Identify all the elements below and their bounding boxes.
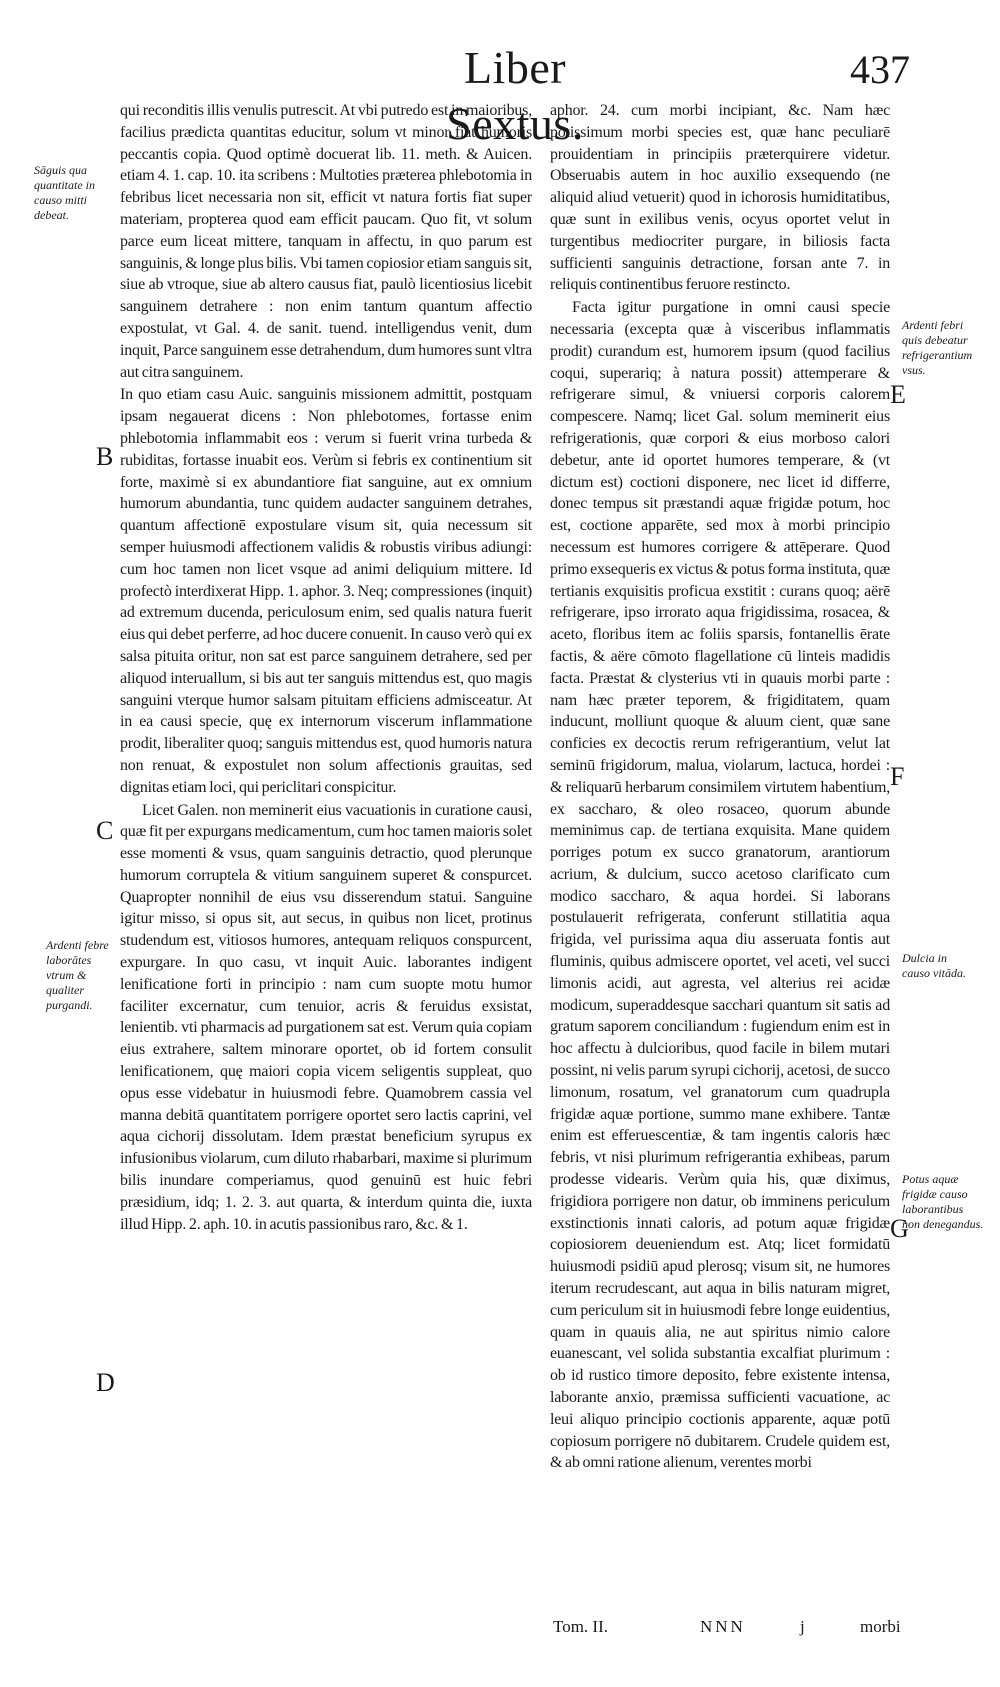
right-paragraph-1: aphor. 24. cum morbi incipiant, &c. Nam hæc potissimum morbi species est, quæ hanc peculiarē prouidentiam in principiis præterquirere videtur. Obseruabis autem in hoc auxilio exsequendo (ne aliquid aliud vetuerit) quod in ichorosis humiditatibus, quæ sunt in exilibus venis, ocyus oportet velut in turgentibus mediocriter purgare, in biliosis facta sufficienti sanguinis detractione, forsan ante 7. in reliquis continentibus feruore restincto. bbox=[550, 102, 890, 294]
right-paragraph-2: Facta igitur purgatione in omni causi specie necessaria (excepta quæ à visceribus inflammatis prodit) curandum est, humorem ipsum (quod facilius coqui, superariq; à natura possit) attemperare & refrigerare simul, & vniuersi corporis calorem compescere. Namq; licet Gal. solum meminerit eius refrigerationis, quæ corpori & eius morboso calori debetur, ante id oportet humores temperare, & (vt dictum est) coctioni disponere, nec licet id differre, donec tempus sit præstandi aquæ frigidæ potum, hoc est, coctione apparēte, sed mox à morbi principio necessum est humores corrigere & attēperare. Quod primo exsequeris ex victus & potus forma instituta, quæ tertianis exquisitis proficua exstitit : curans quoq; aërē refrigerare, ipso irrorato aqua frigidissima, rosacea, & aceto, floribus item ac foliis sparsis, fontanellis ērate factis, & aëre cōmoto flagellatione cū linteis madidis facta. Præstat & clysterius vti in quauis morbi parte : nam hæc præter teporem, & frigiditatem, quam inducunt, molliunt quoque & aluum cient, quæ sane conficies ex decoctis rerum refrigerantium, velut lat seminū frigidorum, malua, violarum, lactuca, hordei : & reliquarū herbarum consimilem virtutem habentium, ex saccharo, & oleo rosaceo, quorum abunde meminimus cap. de tertiana exquisita. Mane quidem porriges potum ex succo granatorum, arantiorum acrium, & dulcium, succo acetoso clarificato cum modico saccharo, & aqua hordei. Si laborans postulauerit refrigerata, conferunt stillatitia aqua frigida, vel purissima aqua diu asseruata fontis aut fluminis, quibus admiscere oportet, vel aceti, vel succi limonis acidi, aut agresta, vel alterius rei acidæ modicum, superaddesque sacchari quantum sit satis ad gratum saporem conciliandum : fugiendum enim est in hoc affectu à dulcioribus, quod facile in bilem mutari possint, ni velis parum syrupi cichorij, acetosi, de succo limonum, rosatum, vel granatorum cum quadrupla frigidæ aquæ portione, summo mane exhibere. Tantæ enim est efferuescentiæ, & tam ingentis caloris hæc febris, vt nisi plurimum refrigerantia exhibeas, parum prodesse videaris. Verùm quia his, quæ diximus, frigidiora porrigere non datur, ob imminens periculum exstinctionis innati caloris, ad potum aquæ frigidæ copiosiorem deueniendum est. Atq; licet formidatū huiusmodi psidiū apud plerosq; visum sit, ne humores iterum recrudescant, aut aqua in bilis naturam migret, cum periculum sit in huiusmodi febre longe euidentius, quam in quauis alia, ne aut spiritus nimio calore euanescant, vel solida substantia excalfiat plurimum : ob id rustico timore deposito, febre existente intensa, laborante anxio, præmissa sufficienti vacuatione, ac leui aliquo principio coctionis apparente, aquæ potū copiosum porrigere nō dubitarem. Crudele quidem est, & ab omni ratione alienum, verentes morbi bbox=[550, 299, 890, 1472]
section-letter-f: F bbox=[890, 762, 905, 791]
signature-number: j bbox=[800, 1617, 805, 1636]
page-header bbox=[0, 40, 1000, 149]
left-paragraph-1: qui reconditis illis venulis putrescit. At vbi putredo est in maioribus, facilius prædicta quantitas educitur, solum vt minor fiat humoris peccantis copia. Quod optimè docuerat lib. 11. meth. & Auicen. etiam 4. 1. cap. 10. ita scribens : Multoties præterea phlebotomia in febribus licet necessaria non sit, efficit vt natura fortis fiat super materiam, propterea quod eam efficit paucam. Quo fit, vt solum parce eum liceat mittere, tanquam in affectu, in quo parum est sanguinis, & longe plus bilis. Vbi tamen copiosior etiam sanguis sit, siue ab vtroque, siue ab altero causus fiat, paulò licentiosius licebit sanguinem detrahere : non enim tantum quantum affectio expostulat, vt Gal. 4. de sanit. tuend. intelligendus venit, dum inquit, Parce sanguinem esse detrahendum, dum humores sunt vltra aut citra sanguinem. bbox=[120, 102, 532, 381]
section-letter-d: D bbox=[96, 1368, 115, 1397]
margin-note-right-2: Dulcia in causo vitāda. bbox=[902, 951, 966, 980]
right-column bbox=[550, 100, 890, 1655]
section-letter-b: B bbox=[96, 442, 114, 471]
section-letter-e: E bbox=[890, 380, 906, 409]
running-title: Liber Sextus. bbox=[446, 42, 584, 149]
volume-mark: Tom. II. bbox=[553, 1617, 608, 1636]
margin-note-right-1: Ardenti febri quis debeatur refrigerantium vsus. bbox=[902, 318, 973, 377]
section-letter-c: C bbox=[96, 816, 114, 845]
left-column bbox=[120, 100, 532, 1655]
signature-mark: NNN bbox=[700, 1617, 746, 1636]
catchword: morbi bbox=[860, 1617, 901, 1636]
page-number: 437 bbox=[850, 47, 910, 92]
margin-note-left-2: Ardenti febre laborātes vtrum & qualiter purgandi. bbox=[46, 938, 109, 1012]
section-letter-g: G bbox=[890, 1214, 909, 1243]
left-paragraph-3: Licet Galen. non meminerit eius vacuationis in curatione causi, quæ fit per expurgans medicamentum, cum hoc tamen maioris solet esse momenti & vsus, quam sanguinis detractio, quod plerunque humorum corruptela & vitium sanguinem superet & conspurcet. Quapropter nonnihil de eius vsu disserendum statui. Sanguine igitur misso, si opus sit, aut secus, in quibus non licet, protinus studendum est, vitiosos humores, antequam reliquos conspurcent, expurgare. In quo casu, vt inquit Auic. laborantes indigent lenificatione forti in principio : nam cum suopte motu humor faciliter excernatur, cum tenuior, acris & feruidus exsistat, lenientib. vti pharmacis ad purgationem sat est. Verum quia copiam eius extrahere, saltem minorare oportet, ob id fortem consulit lenificationem, quę maiori copia vicem seligentis suppleat, quo opus esse videbatur in huiusmodi febre. Quamobrem cassia vel manna debitā quantitatem porrigere oportet sero lactis caprini, vel aqua cichorij dissolutam. Idem præstat beneficium syrupus ex infusionibus violarum, cum diluto rhabarbari, maxime si plurimum bilis inundare comperiamus, quod genuinū est huic febri præsidium, idq; 1. 2. 3. aut quarta, & interdum quinta die, iuxta illud Hipp. 2. aph. 10. in acutis passionibus raro, &c. & 1. bbox=[120, 801, 532, 1233]
margin-note-left-1: Sāguis qua quantitate in causo mitti debeat. bbox=[34, 163, 95, 222]
margin-note-right-3: Potus aquæ frigidæ causo laborantibus non denegandus. bbox=[902, 1172, 984, 1231]
left-paragraph-2: In quo etiam casu Auic. sanguinis missionem admittit, postquam ipsam negauerat dicens : Non phlebotomes, fortasse enim phlebotomia inflammabit eos : verum si fuerit vrina turbeda & rubiditas, fortasse inuabit eos. Verùm si febris ex continentium sit forte, maximè si ex abundantiore fiat sanguine, aut ex omnium humorum abundantia, tunc quidem audacter sanguinem detrahes, quantum affectionē expostulare visum sit, quia necessum sit semper huiusmodi affectionem validis & robustis viribus adiungi: cum hoc tamen non licet vsque ad animi deliquium mittere. Id profectò interdixerat Hipp. 1. aphor. 3. Neq; compressiones (inquit) ad extremum ducenda, periculosum enim, sed qualis natura fuerit eius qui debet perferre, ad hoc ducere conuenit. In causo verò qui ex salsa pituita oritur, non sat est parce sanguinem detrahere, sed per aliquod interuallum, si bis aut ter sanguis mittendus est, quo magis sanguini vterque humor salsam pituitam efficiens admisceatur. At in ea causi specie, quę ex internorum viscerum inflammatione prodit, liberaliter quoq; sanguis mittendus est, quod humoris natura non renuat, & expostulet non solum affectionis grauitas, sed dignitas etiam loci, qui periclitari conspicitur. bbox=[120, 386, 532, 796]
